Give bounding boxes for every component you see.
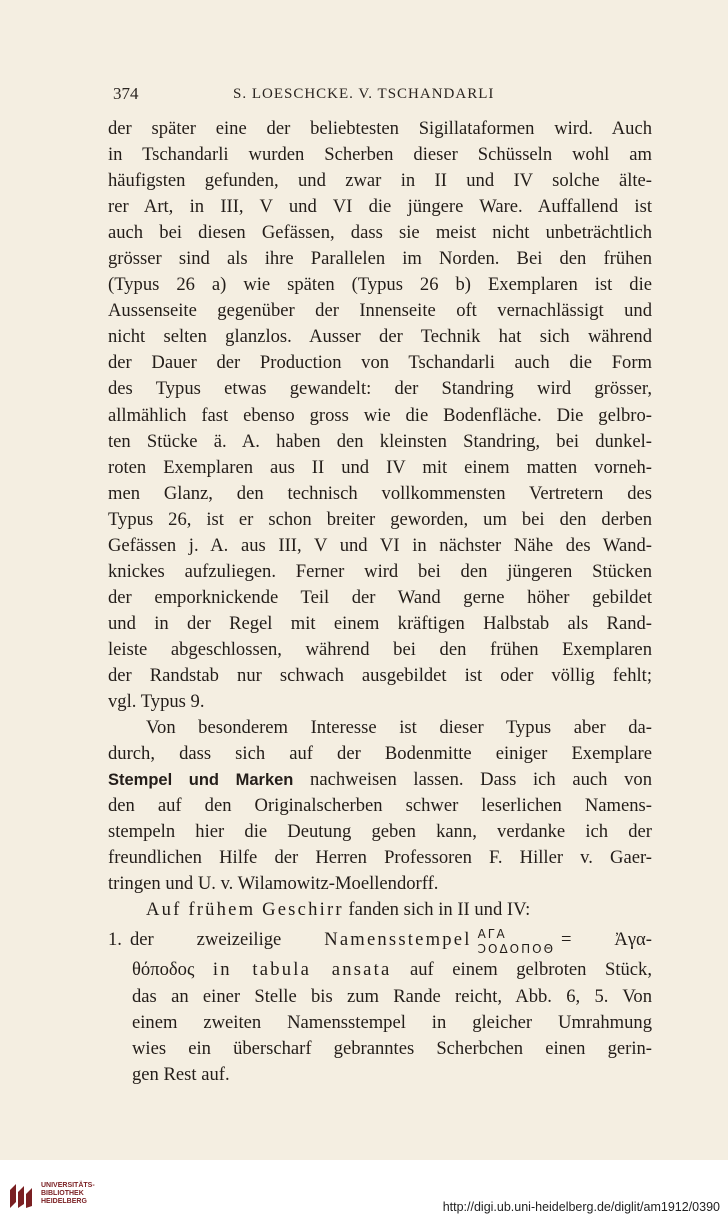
text-line: vgl. Typus 9. [108, 691, 205, 713]
text-line: gen Rest auf. [132, 1063, 230, 1085]
text-line: tringen und U. v. Wilamowitz-Moellendorff. [108, 873, 439, 895]
text-line: Typus 26, ist er schon breiter geworden, um bei den derben [108, 508, 652, 530]
page-header [113, 84, 650, 108]
stamp-line-1: ΑΓΑ [477, 927, 507, 942]
text-line: men Glanz, den technisch vollkommensten Vertretern des [108, 482, 652, 504]
text-line: in Tschandarli wurden Scherben dieser Schüsseln wohl am [108, 144, 652, 166]
library-name: UNIVERSITÄTS- BIBLIOTHEK HEIDELBERG [41, 1182, 95, 1205]
spaced-phrase: Auf frühem Geschirr [146, 899, 344, 921]
body-text [108, 116, 652, 1088]
text-line: allmählich fast ebenso gross wie die Bodenfläche. Die gelbro- [108, 404, 652, 426]
text-line: der später eine der beliebtesten Sigillataformen wird. Auch [108, 118, 652, 139]
text-line: ten Stücke ä. A. haben den kleinsten Standring, bei dunkel- [108, 430, 652, 452]
text-line: grösser sind als ihre Parallelen im Norden. Bei den frühen [108, 248, 652, 270]
text-line: (Typus 26 a) wie späten (Typus 26 b) Exemplaren ist die [108, 274, 652, 296]
text-line: der emporknickende Teil der Wand gerne höher gebildet [108, 586, 652, 608]
text-line: Stempel und Marken nachweisen lassen. Dass ich auch von [108, 769, 652, 791]
text-line: knickes aufzuliegen. Ferner wird bei den jüngeren Stücken [108, 560, 652, 582]
text-line: Aussenseite gegenüber der Innenseite oft vernachlässigt und [108, 300, 652, 322]
running-title: S. LOESCHCKE. V. TSCHANDARLI [233, 86, 495, 102]
bold-phrase: Stempel und Marken [108, 771, 294, 790]
text-line: nicht selten glanzlos. Ausser der Technik hat sich während [108, 326, 652, 348]
text-line: des Typus etwas gewandelt: der Standring wird grösser, [108, 378, 652, 400]
text-line: Von besonderem Interesse ist dieser Typus aber da- [146, 717, 652, 739]
text-line: der Dauer der Production von Tschandarli auch die Form [108, 352, 652, 374]
stamp-line-2: ƆOΔOΠOΘ [477, 942, 556, 957]
text-line: auch bei diesen Gefässen, dass sie meist nicht unbeträchtlich [108, 222, 652, 244]
list-item-1-line: 1. der zweizeilige Namensstempel ΑΓΑ ƆOΔOΠOΘ = Ἀγα- [108, 923, 652, 957]
text-line: der Randstab nur schwach ausgebildet ist oder völlig fehlt; [108, 664, 652, 686]
text-line: Auf frühem Geschirr fanden sich in II und IV: [146, 899, 531, 921]
list-item-1-rest [108, 984, 652, 1088]
source-url[interactable]: http://digi.ub.uni-heidelberg.de/diglit/am1912/0390 [442, 1200, 720, 1214]
page-number: 374 [113, 84, 139, 103]
university-library-logo-icon [6, 1180, 40, 1212]
text-line: häufigsten gefunden, und zwar in II und IV solche älte- [108, 170, 652, 192]
text-line: das an einer Stelle bis zum Rande reicht, Abb. 6, 5. Von [132, 985, 652, 1007]
text-line: rer Art, in III, V und VI die jüngere Ware. Auffallend ist [108, 196, 652, 218]
text-line: leiste abgeschlossen, während bei den frühen Exemplaren [108, 638, 652, 660]
text-line: den auf den Originalscherben schwer leserlichen Namens- [108, 795, 652, 817]
paragraph-2-rest [108, 793, 652, 897]
text-line: und in der Regel mit einem kräftigen Halbstab als Rand- [108, 612, 652, 634]
text-line: freundlichen Hilfe der Herren Professoren F. Hiller v. Gaer- [108, 847, 652, 869]
paragraph-1 [108, 116, 652, 715]
text-line: θόποδος in tabula ansata auf einem gelbroten Stück, [132, 959, 652, 981]
list-number: 1. [108, 929, 122, 951]
name-stamp [478, 927, 555, 957]
text-line: stempeln hier die Deutung geben kann, verdanke ich der [108, 821, 652, 843]
text-line: wies ein überscharf gebranntes Scherbchen einen gerin- [132, 1037, 652, 1059]
text-line: einem zweiten Namensstempel in gleicher Umrahmung [132, 1011, 652, 1033]
text-line: durch, dass sich auf der Bodenmitte einiger Exemplare [108, 743, 652, 765]
footer [0, 1160, 728, 1225]
text-line: roten Exemplaren aus II und IV mit einem matten vorneh- [108, 456, 652, 478]
text-line: Gefässen j. A. aus III, V und VI in nächster Nähe des Wand- [108, 534, 652, 556]
